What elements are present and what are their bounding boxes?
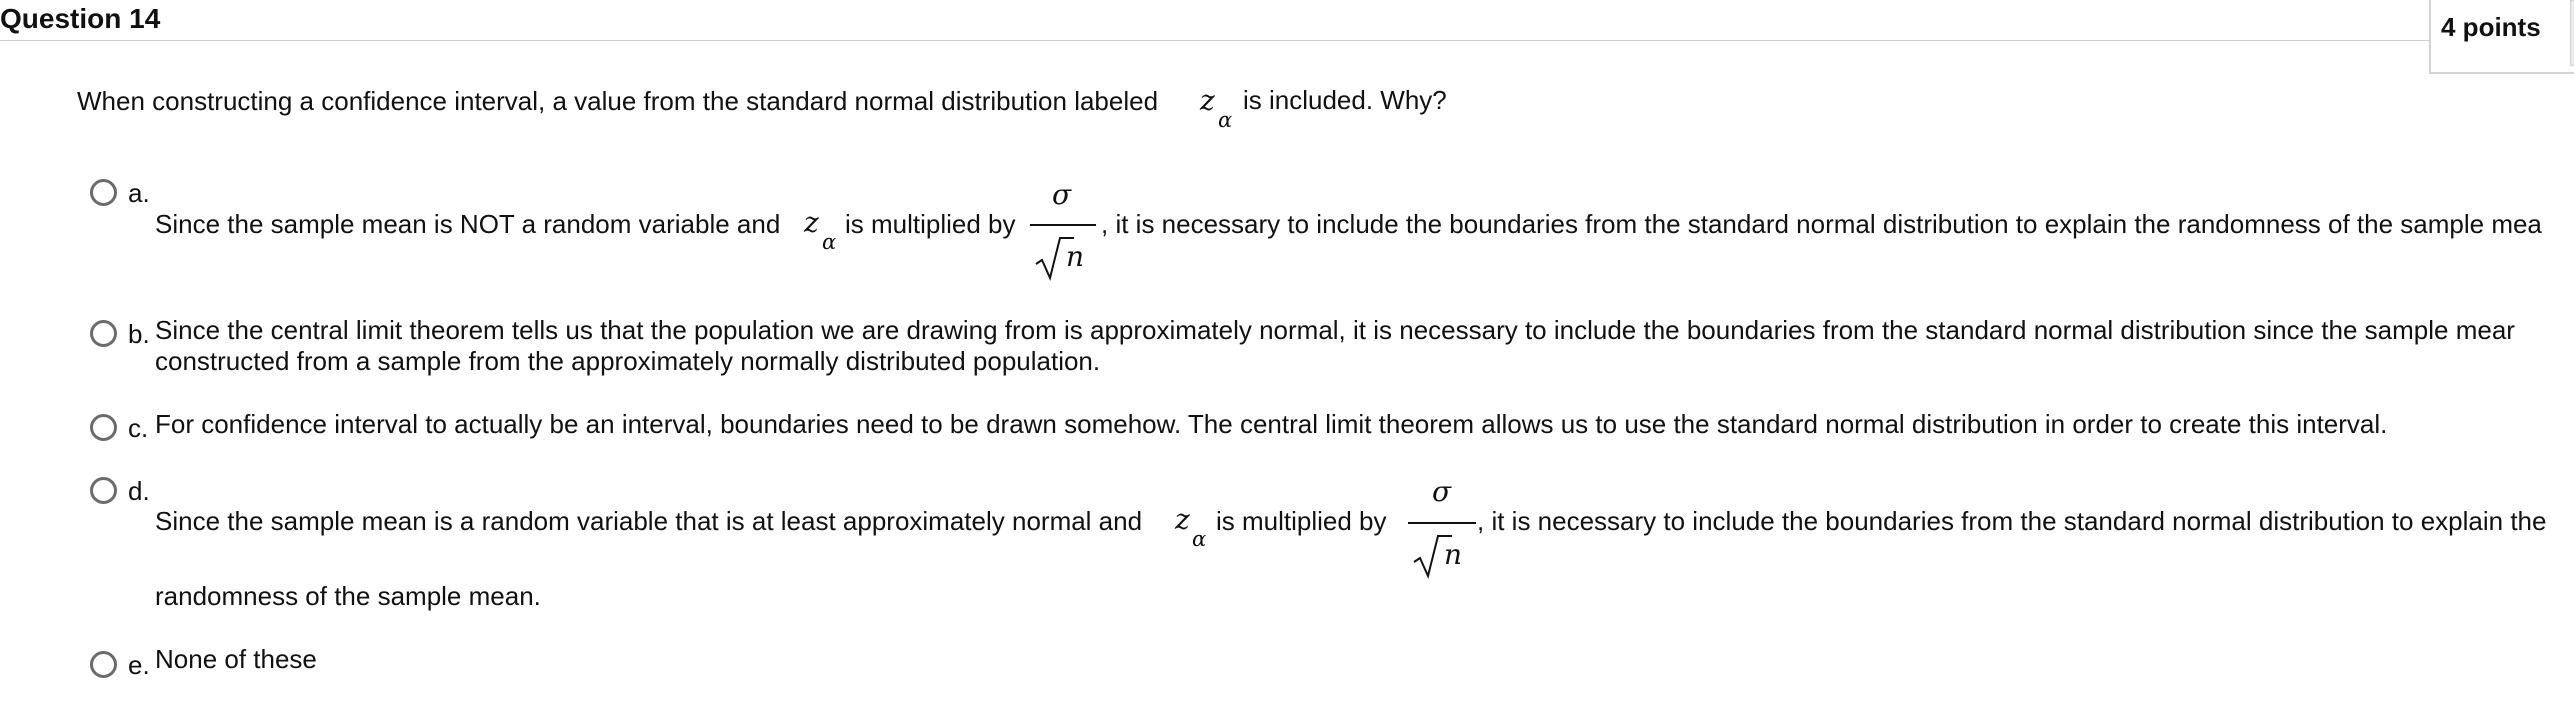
option-a-alpha-subscript: α [822, 230, 837, 254]
option-a-text-after: , it is necessary to include the boundaries from the standard normal distribution to explain the randomness of the sample mea [1101, 209, 2542, 239]
option-e-radio[interactable] [90, 651, 117, 678]
option-a-text-before: Since the sample mean is NOT a random variable and [155, 209, 781, 239]
option-a-letter: a. [128, 178, 150, 208]
option-b-line2: constructed from a sample from the approximately normally distributed population. [155, 346, 1101, 376]
question-title: Question 14 [0, 3, 161, 34]
option-d-text-mid: is multiplied by [1216, 506, 1387, 536]
option-a-fraction-bar [1030, 224, 1096, 226]
alpha-subscript: α [1218, 108, 1233, 132]
option-b-radio[interactable] [90, 320, 117, 347]
option-a-z-symbol: z [804, 206, 819, 239]
points-scroll-tab[interactable] [2570, 0, 2574, 66]
option-d-radio[interactable] [90, 477, 117, 504]
option-b-letter: b. [128, 319, 150, 349]
option-d-fraction-bar [1408, 522, 1476, 524]
question-header [0, 0, 2574, 41]
option-d-n: n [1444, 538, 1463, 571]
option-a-text-mid: is multiplied by [845, 209, 1016, 239]
option-d-text-after: , it is necessary to include the boundaries from the standard normal distribution to explain the [1477, 506, 2547, 536]
option-d-text-before: Since the sample mean is a random variable that is at least approximately normal and [155, 506, 1143, 536]
option-c-text: For confidence interval to actually be an interval, boundaries need to be drawn somehow. The central limit theorem allows us to use the standard normal distribution in order to create this interval. [155, 409, 2388, 439]
option-e-letter: e. [128, 650, 150, 680]
option-a-n: n [1066, 240, 1085, 273]
option-a-radio[interactable] [90, 179, 117, 206]
option-d-sigma: σ [1432, 475, 1452, 508]
option-e-text: None of these [155, 644, 317, 674]
points-label: 4 points [2441, 12, 2541, 42]
option-c-letter: c. [128, 413, 149, 443]
option-d-z-symbol: z [1175, 503, 1190, 536]
option-d-alpha-subscript: α [1192, 527, 1207, 551]
option-d-line2: randomness of the sample mean. [155, 581, 541, 611]
option-d-letter: d. [128, 476, 150, 506]
question-prompt-after: is included. Why? [1243, 85, 1447, 115]
question-prompt-before: When constructing a confidence interval, a value from the standard normal distribution labeled [77, 86, 1159, 116]
option-c-radio[interactable] [90, 414, 117, 441]
points-box [2429, 0, 2574, 74]
option-b-line1: Since the central limit theorem tells us that the population we are drawing from is approximately normal, it is necessary to include the boundaries from the standard normal distribution since the sample mear [155, 315, 2515, 345]
option-a-sigma: σ [1052, 178, 1072, 211]
z-symbol: z [1200, 84, 1215, 117]
